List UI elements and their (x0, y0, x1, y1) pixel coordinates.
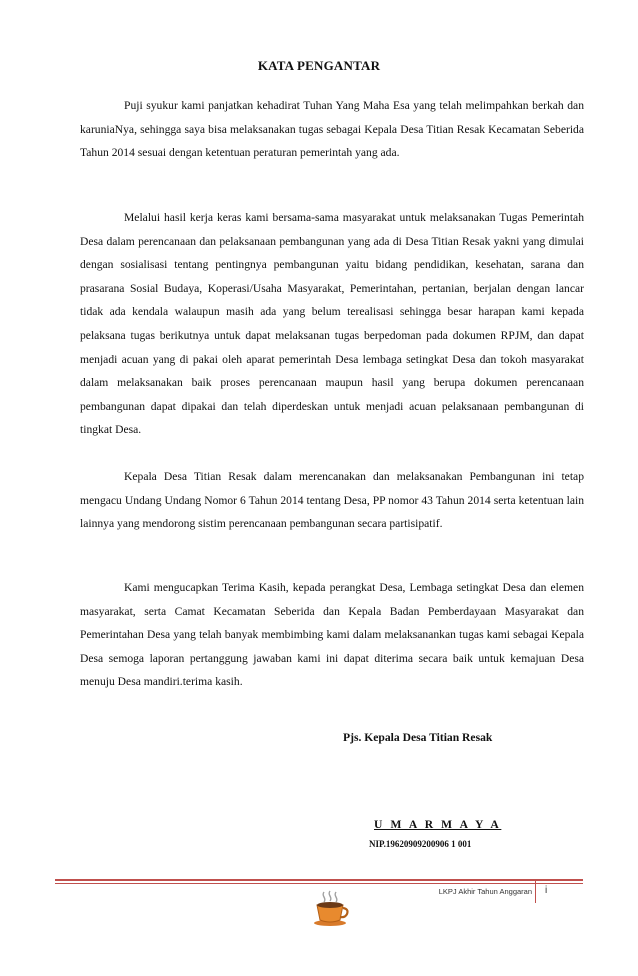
page-title: KATA PENGANTAR (257, 58, 381, 73)
page-number-box (535, 879, 584, 903)
signature-name: U M A R M A Y A (374, 818, 502, 831)
paragraph-1: Puji syukur kami panjatkan kehadirat Tuhan Yang Maha Esa yang telah melimpahkan berkah dan karuniaNya, sehingga saya bisa melaksanakan tugas sebagai Kepala Desa Titian Resak Kecamatan Seberida Tahun 2014 sesuai dengan ketentuan peraturan pemerintah yang ada. (80, 99, 584, 160)
paragraph-3: Kepala Desa Titian Resak dalam merencanakan dan melaksanakan Pembangunan ini tetap mengacu Undang Undang Nomor 6 Tahun 2014 tentang Desa, PP nomor 43 Tahun 2014 serta ketentuan lain lainnya yang mendorong sistim perencanaan pembangunan secara partisipatif. (80, 470, 584, 531)
paragraph-2: Melalui hasil kerja keras kami bersama-sama masyarakat untuk melaksanakan Tugas Pemerintah Desa dalam perencanaan dan pelaksanaan pembangunan yang ada di Desa Titian Resak yakni yang dimulai dengan sosialisasi tentang pentingnya pembangunan yaitu bidang pendidikan, kesehatan, sarana dan prasarana Sosial Budaya, Koperasi/Usaha Masyarakat, Pemerintahan, pertanian, berjalan dengan lancar tidak ada kendala walaupun masih ada yang belum terealisasi sehingga besar harapan kami kepada pelaksana tugas berikutnya untuk dapat melaksanan tugas berpedoman pada dokumen RPJM, dan dapat menjadi acuan yang di pakai oleh aparat pemerintah Desa lembaga setingkat Desa dan tokoh masyarakat dalam melaksanakan baik proses perencanaan maupun hasil yang berupa dokumen perencanaan pembangunan dapat dipakai dan telah diperdeskan untuk menjadi acuan pelaksanaan pembangunan di tingkat Desa. (80, 211, 584, 437)
coffee-cup-icon (310, 888, 350, 928)
footer-divider (55, 879, 583, 881)
signature-nip: NIP.19620909200906 1 001 (369, 839, 472, 849)
page-number: i (545, 885, 548, 896)
signature-role: Pjs. Kepala Desa Titian Resak (343, 731, 493, 744)
footer-divider-thin (55, 883, 583, 884)
footer-label: LKPJ Akhir Tahun Anggaran (438, 887, 532, 896)
paragraph-4: Kami mengucapkan Terima Kasih, kepada perangkat Desa, Lembaga setingkat Desa dan elemen masyarakat, serta Camat Kecamatan Seberida dan Kepala Badan Pemberdayaan Masyarakat dan Pemerintahan Desa yang telah banyak membimbing kami dalam melaksanankan tugas kami sebagai Kepala Desa semoga laporan pertanggung jawaban kami ini dapat diterima secara baik untuk kemajuan Desa menuju Desa mandiri.terima kasih. (80, 581, 584, 689)
